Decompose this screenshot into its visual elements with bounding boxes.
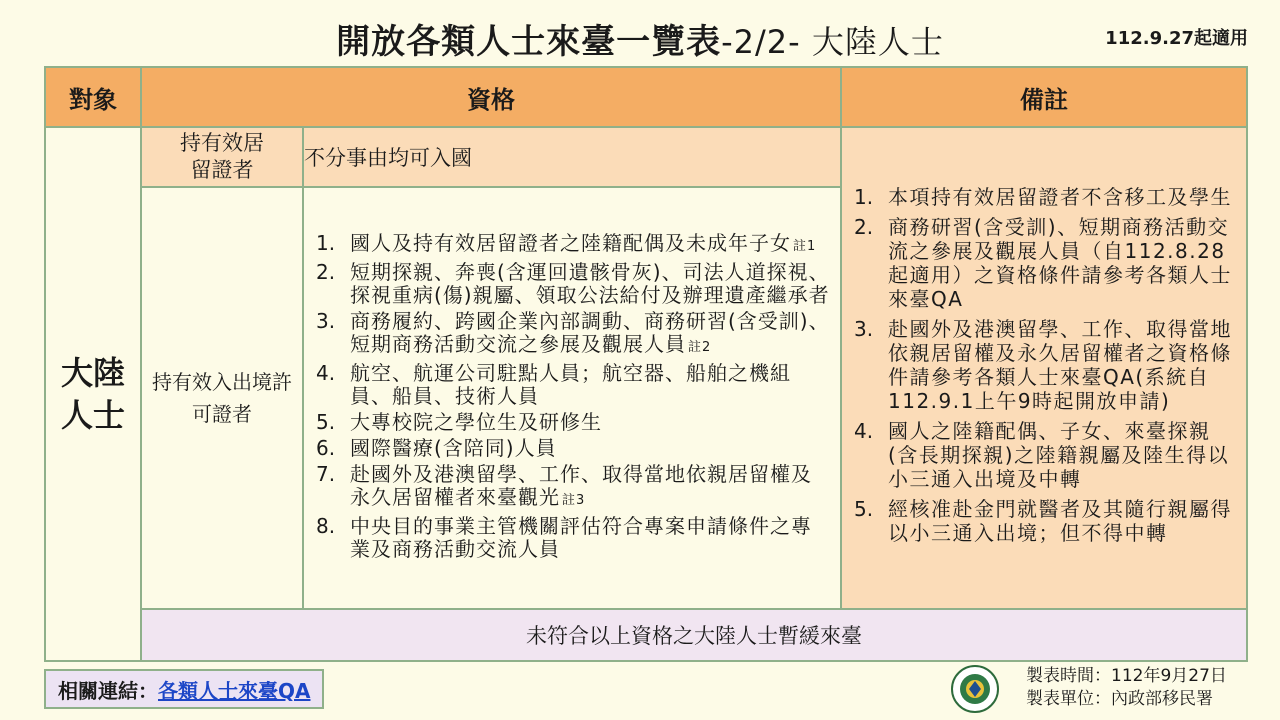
condition-item: 6. 國際醫療(含陪同)人員	[316, 436, 557, 460]
qa-link[interactable]: 各類人士來臺QA	[158, 678, 311, 703]
condition-item: 4. 航空、航運公司駐點人員；航空器、船舶之機組員、船員、技術人員	[316, 361, 791, 408]
condition-item: 5. 大專校院之學位生及研修生	[316, 410, 602, 434]
note-item: 3. 赴國外及港澳留學、工作、取得當地依親居留權及永久居留權者之資格條件請參考各類人士來臺QA(系統自112.9.1上午9時起開放申請)	[854, 317, 1232, 413]
condition-item: 3. 商務履約、跨國企業內部調動、商務研習(含受訓)、短期商務活動交流之參展及觀展人員 註2	[316, 309, 830, 356]
note-item: 1. 本項持有效居留證者不含移工及學生	[854, 185, 1232, 209]
condition-item: 8. 中央目的事業主管機關評估符合專案申請條件之專業及商務活動交流人員	[316, 514, 812, 561]
eligibility-table	[44, 66, 1248, 662]
page-title	[0, 14, 1280, 63]
document-meta	[1026, 665, 1227, 711]
permit-residence: 持有效居留證者	[141, 127, 303, 187]
header-conditions: 資格	[141, 67, 841, 127]
made-time: 製表時間：112年9月27日	[1026, 666, 1227, 686]
target-label: 大陸人士	[61, 354, 126, 434]
footnote-ref: 註3	[562, 493, 586, 508]
title-main: 開放各類人士來臺一覽表	[336, 22, 722, 62]
header-target: 對象	[45, 67, 141, 127]
target-cell	[45, 127, 141, 661]
notes-cell	[841, 127, 1247, 609]
note-item: 5. 經核准赴金門就醫者及其隨行親屬得以小三通入出境；但不得中轉	[854, 497, 1232, 545]
immigration-agency-emblem-icon	[950, 664, 1000, 714]
condition-list	[304, 232, 840, 561]
related-label: 相關連結：	[58, 678, 158, 703]
permit-entry-exit: 持有效入出境許可證者	[141, 187, 303, 609]
title-subtitle: -2/2- 大陸人士	[721, 23, 944, 61]
condition-item: 1. 國人及持有效居留證者之陸籍配偶及未成年子女 註1	[316, 231, 817, 255]
condition-residence: 不分事由均可入國	[303, 127, 841, 187]
footnote-ref: 註1	[793, 239, 817, 254]
condition-item: 7. 赴國外及港澳留學、工作、取得當地依親居留權及永久居留權者來臺觀光 註3	[316, 462, 812, 509]
effective-date: 112.9.27起適用	[1105, 28, 1248, 49]
condition-entry-exit	[303, 187, 841, 609]
made-unit: 製表單位：內政部移民署	[1026, 689, 1213, 709]
note-item: 2. 商務研習(含受訓)、短期商務活動交流之參展及觀展人員（自112.8.28起適用）之資格條件請參考各類人士來臺QA	[854, 215, 1232, 311]
related-links-box	[44, 669, 324, 709]
condition-item: 2. 短期探親、奔喪(含運回遺骸骨灰)、司法人道探視、探視重病(傷)親屬、領取公法給付及辦理遺產繼承者	[316, 260, 830, 307]
suspension-note: 未符合以上資格之大陸人士暫緩來臺	[141, 609, 1247, 661]
header-notes: 備註	[841, 67, 1247, 127]
note-item: 4. 國人之陸籍配偶、子女、來臺探親(含長期探親)之陸籍親屬及陸生得以小三通入出境及中轉	[854, 419, 1230, 491]
notes-list	[842, 185, 1246, 545]
footnote-ref: 註2	[688, 340, 712, 355]
